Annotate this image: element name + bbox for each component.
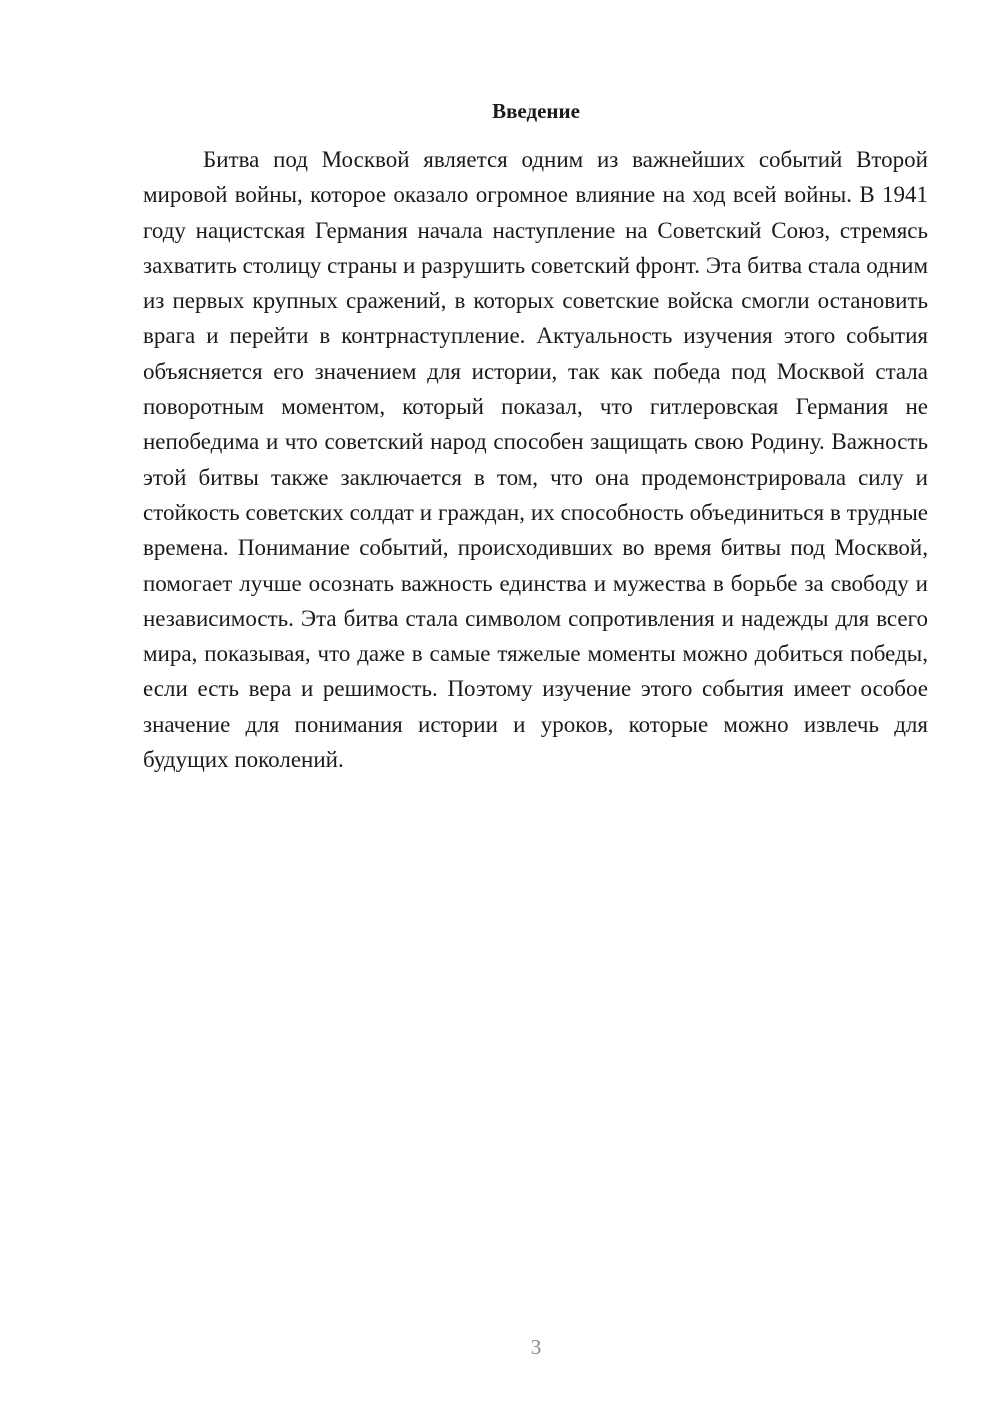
section-heading: Введение	[492, 99, 580, 123]
page-number: 3	[530, 1335, 542, 1359]
body-paragraph: Битва под Москвой является одним из важнейших событий Второй мировой войны, которое оказало огромное влияние на ход всей войны. В 1941 году нацистская Германия начала наступление на Советский Союз, стремясь захватить столицу страны и разрушить советский фронт. Эта битва стала одним из первых крупных сражений, в которых советские войска смогли остановить врага и перейти в контрнаступление. Актуальность изучения этого события объясняется его значением для истории, так как победа под Москвой стала поворотным моментом, который показал, что гитлеровская Германия не непобедима и что советский народ способен защищать свою Родину. Важность этой битвы также заключается в том, что она продемонстрировала силу и стойкость советских солдат и граждан, их способность объединиться в трудные времена. Понимание событий, происходивших во время битвы под Москвой, помогает лучше осознать важность единства и мужества в борьбе за свободу и независимость. Эта битва стала символом сопротивления и надежды для всего мира, показывая, что даже в самые тяжелые моменты можно добиться победы, если есть вера и решимость. Поэтому изучение этого события имеет особое значение для понимания истории и уроков, которые можно извлечь для будущих поколений.	[143, 147, 928, 773]
